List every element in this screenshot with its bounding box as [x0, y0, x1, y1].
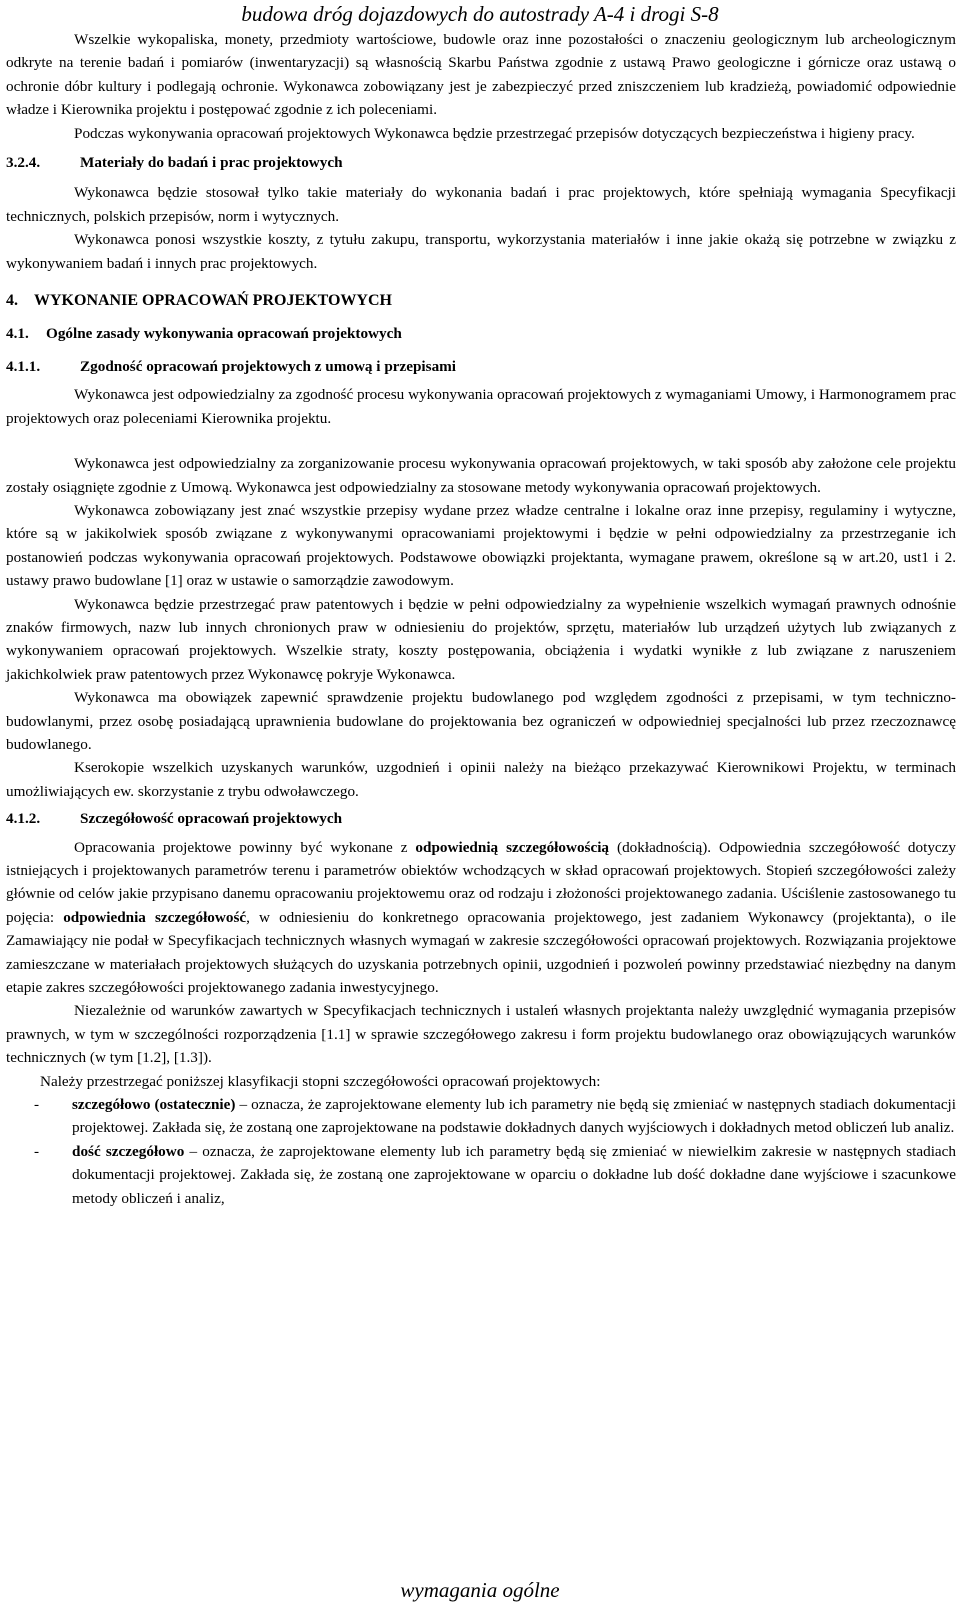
section-heading-4-1-2: [6, 807, 956, 830]
section-number: 4.: [6, 292, 18, 310]
paragraph: Wykonawca będzie stosował tylko takie materiały do wykonania badań i prac projektowych, które spełniają wymagania Specyfikacji technicznych, polskich przepisów, norm i wytycznych.: [6, 184, 956, 225]
document-body: [6, 28, 956, 1210]
paragraph: Wszelkie wykopaliska, monety, przedmioty wartościowe, budowle oraz inne pozostałości o znaczeniu geologicznym lub archeologicznym odkryte na terenie badań i pomiarów (inwentaryzacji) są własnością Skarbu Państwa zgodnie z ustawą Prawo geologiczne i górnicze oraz ustawą o ochronie dóbr kultury i podlegają ochronie. Wykonawca zobowiązany jest je zabezpieczyć przed zniszczeniem lub kradzieżą, powiadomić odpowiednie władze i Kierownika projektu i postępować zgodnie z ich poleceniami.: [6, 31, 956, 119]
running-footer: wymagania ogólne: [400, 1578, 560, 1602]
list-term: dość szczegółowo: [72, 1142, 185, 1160]
list-desc: – oznacza, że zaprojektowane elementy lub ich parametry nie będą się zmieniać w następnych stadiach dokumentacji projektowej. Zakłada się, że zostaną one zaprojektowane na podstawie dokładnych danych wyjściowych i dokładnych metod obliczeń lub analiz.: [72, 1096, 956, 1137]
section-heading-4: [6, 289, 956, 312]
emphasis: odpowiednią szczegółowością: [415, 838, 610, 856]
section-heading-4-1: [6, 322, 956, 345]
paragraph: Wykonawca zobowiązany jest znać wszystkie przepisy wydane przez władze centralne i lokalne oraz inne przepisy, regulaminy i wytyczne, które są w jakikolwiek sposób związane z wykonywanymi opracowaniami projektowymi i będzie w pełni odpowiedzialny za przestrzeganie ich postanowień podczas wykonywania opracowań projektowych. Podstawowe obowiązki projektanta, wymagane prawem, określone są w art.20, ust1 i 2. ustawy prawo budowlane [1] oraz w ustawie o samorządzie zawodowym.: [6, 501, 956, 590]
section-title: Zgodność opracowań projektowych z umową i przepisami: [80, 357, 457, 375]
section-title: Szczegółowość opracowań projektowych: [80, 810, 343, 828]
text-run: Opracowania projektowe powinny być wykonane z: [74, 838, 416, 856]
section-title: Materiały do badań i prac projektowych: [80, 154, 343, 172]
section-number: 4.1.1.: [6, 357, 41, 375]
list-dash: -: [34, 1142, 40, 1160]
list-dash: -: [34, 1096, 40, 1114]
paragraph: Kserokopie wszelkich uzyskanych warunków, uzgodnień i opinii należy na bieżąco przekazywać Kierownikowi Projektu, w terminach umożliwiających ew. skorzystanie z trybu odwoławczego.: [6, 759, 956, 800]
list-item: [6, 1093, 956, 1140]
text-run: , w odniesieniu do konkretnego opracowania projektowego, jest zadaniem Wykonawcy (projektanta), o ile Zamawiający nie podał w Specyfikacjach technicznych własnych wymagań w zakresie szczegółowości opracowań projektowych. Rozwiązania projektowe zamieszczane w materiałach projektowych służących do uzyskania potrzebnych opinii, uzgodnień i pozwoleń powinny przedstawiać niezbędny na danym etapie zakres szczegółowości projektowanego zadania inwestycyjnego.: [6, 908, 956, 997]
section-title: WYKONANIE OPRACOWAŃ PROJEKTOWYCH: [34, 292, 392, 310]
paragraph: Należy przestrzegać poniższej klasyfikacji stopni szczegółowości opracowań projektowych:: [40, 1072, 601, 1090]
paragraph: Wykonawca jest odpowiedzialny za zorganizowanie procesu wykonywania opracowań projektowych, w taki sposób aby założone cele projektu zostały osiągnięte zgodnie z Umową. Wykonawca jest odpowiedzialny za stosowane metody wykonywania opracowań projektowych.: [6, 455, 956, 496]
paragraph: Wykonawca ma obowiązek zapewnić sprawdzenie projektu budowlanego pod względem zgodności z przepisami, w tym techniczno-budowlanymi, przez osobę posiadającą uprawnienia budowlane do projektowania bez ograniczeń w odpowiedniej specjalności lub przez rzeczoznawcę budowlanego.: [6, 689, 956, 753]
paragraph: Wykonawca będzie przestrzegać praw patentowych i będzie w pełni odpowiedzialny za wypełnienie wszelkich wymagań prawnych odnośnie znaków firmowych, nazw lub innych chronionych praw w odniesieniu do projektów, sprzętu, materiałów lub urządzeń użytych lub związanych z wykonywaniem opracowań projektowych. Wszelkie straty, koszty postępowania, obciążenia i wydatki wynikłe z lub związane z naruszeniem jakichkolwiek praw patentowych przez Wykonawcę pokryje Wykonawca.: [6, 595, 956, 683]
emphasis: odpowiednia szczegółowość: [63, 908, 247, 926]
section-title: Ogólne zasady wykonywania opracowań projektowych: [46, 325, 402, 343]
section-heading-3-2-4: [6, 151, 956, 174]
list-item: [6, 1140, 956, 1210]
running-header: budowa dróg dojazdowych do autostrady A-4 i drogi S-8: [241, 2, 719, 26]
paragraph: Wykonawca ponosi wszystkie koszty, z tytułu zakupu, transportu, wykorzystania materiałów i inne jakie okażą się potrzebne w związku z wykonywaniem badań i innych prac projektowych.: [6, 231, 956, 272]
section-number: 3.2.4.: [6, 154, 41, 172]
text-run: (dokładnością). Odpowiednia szczegółowość dotyczy istniejących i projektowanych parametrów terenu i parametrów obiektów wchodzących w skład opracowań projektowych. Stopień szczegółowości zależy głównie od celów jakie przypisano danemu opracowaniu projektowemu oraz od rodzaju i złożoności projektowanego zadania. Uściślenie zastosowanego tu pojęcia:: [6, 838, 956, 926]
paragraph: [6, 836, 956, 1000]
paragraph: Podczas wykonywania opracowań projektowych Wykonawca będzie przestrzegać przepisów dotyczących bezpieczeństwa i higieny pracy.: [74, 124, 915, 142]
list-term: szczegółowo (ostatecznie): [72, 1096, 236, 1114]
list-desc: – oznacza, że zaprojektowane elementy lub ich parametry będą się zmieniać w niewielkim zakresie w następnych stadiach dokumentacji projektowej. Zakłada się, że zostaną one zaprojektowane w oparciu o dokładne lub dość dokładne dane wyjściowe i szacunkowe metody obliczeń i analiz,: [72, 1142, 956, 1207]
list-item-text: [72, 1093, 956, 1140]
paragraph: Niezależnie od warunków zawartych w Specyfikacjach technicznych i ustaleń własnych projektanta należy uwzględnić wymagania przepisów prawnych, w tym w szczególności rozporządzenia [1.1] w sprawie szczegółowego zakresu i form projektu budowlanego oraz obowiązujących warunków technicznych (w tym [1.2], [1.3]).: [6, 1002, 956, 1067]
paragraph: Wykonawca jest odpowiedzialny za zgodność procesu wykonywania opracowań projektowych z wymaganiami Umowy, i Harmonogramem prac projektowych oraz poleceniami Kierownika projektu.: [6, 386, 956, 427]
list-item-text: [72, 1140, 956, 1210]
section-number: 4.1.: [6, 325, 29, 343]
section-heading-4-1-1: [6, 355, 956, 378]
section-number: 4.1.2.: [6, 810, 41, 828]
